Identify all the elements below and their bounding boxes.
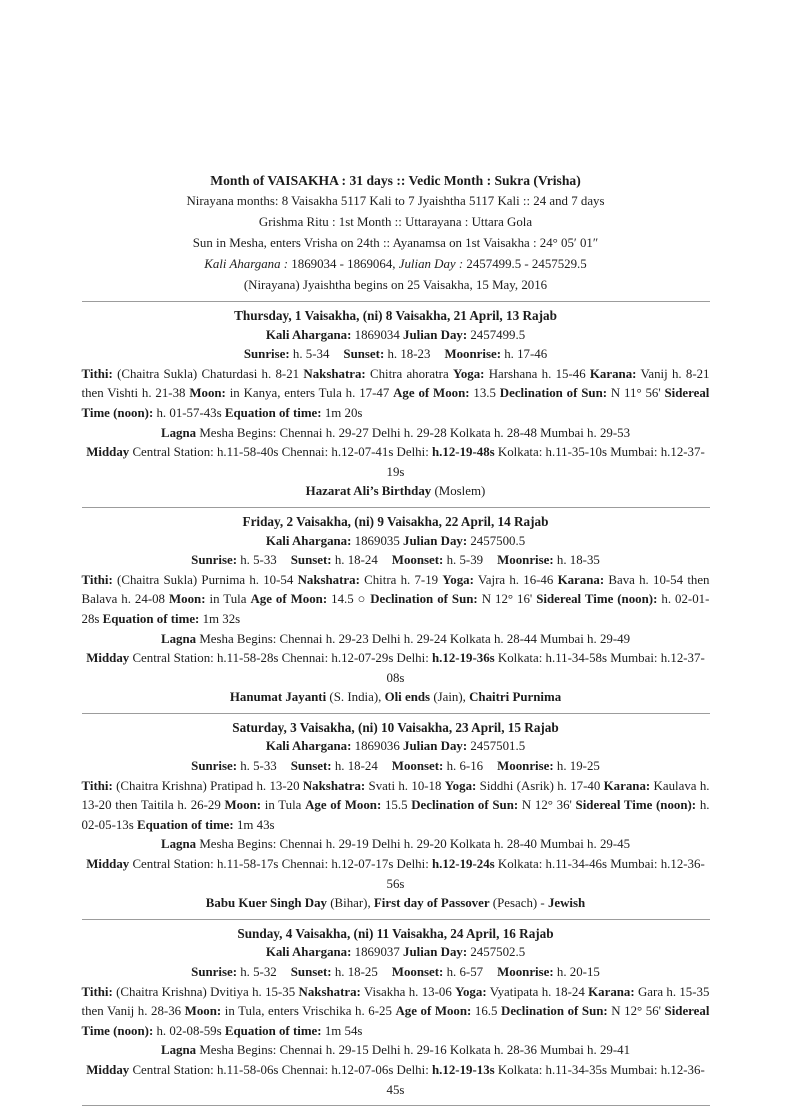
bold-label: Moonrise: (497, 759, 554, 774)
text-segment: Bava h. 10-54 then Balava h. 24-08 (81, 572, 710, 607)
sun-ayanamsa-line: Sun in Mesha, enters Vrisha on 24th :: Ayanamsa on 1st Vaisakha : 24° 05′ 01″ (192, 236, 599, 250)
midday-line (82, 443, 710, 482)
text-segment: Mesha Begins: Chennai h. 29-15 Delhi h. 29-16 Kolkata h. 28-36 Mumbai h. 29-41 (199, 1043, 631, 1058)
text-segment: h. 02-05-13s (81, 798, 710, 832)
text-segment: 1m 32s (202, 611, 241, 626)
day-details-paragraph (82, 777, 710, 836)
sun-moon-pair: Sunset: h. 18-24 (290, 759, 378, 774)
bold-label: Babu Kuer Singh Day (205, 896, 327, 911)
section-divider (82, 1105, 710, 1106)
text-segment: Harshana h. 15-46 (488, 366, 586, 381)
bold-label: Sidereal Time (noon): (536, 592, 658, 607)
bold-label: Moonset: (391, 759, 444, 774)
bold-label: Jewish (547, 896, 586, 911)
text-segment: Chitra h. 7-19 (364, 572, 439, 587)
text-segment: Central Station: h.11-58-06s Chennai: h.12-07-06s Delhi: (132, 1062, 429, 1077)
day-details-paragraph (82, 571, 710, 630)
kali-julian-line (82, 737, 710, 757)
text-segment: 1m 43s (236, 817, 275, 832)
sun-moon-times-line (82, 345, 710, 365)
bold-label: Hazarat Ali’s Birthday (305, 484, 432, 499)
bold-label: Equation of time: (137, 817, 234, 832)
festival-line (82, 688, 710, 708)
text-segment: 1869034 - 1869064, (291, 257, 396, 271)
sun-moon-pair: Moonrise: h. 19-25 (497, 759, 600, 774)
text-segment: in Kanya, enters Tula h. 17-47 (229, 386, 390, 401)
bold-label: Moonrise: (444, 347, 501, 362)
text-segment: in Tula (209, 592, 247, 607)
bold-label: Oli ends (384, 690, 431, 705)
text-segment: Kolkata: h.11-34-58s Mumbai: h.12-37-08s (386, 651, 705, 685)
sun-moon-pair: Sunrise: h. 5-32 (191, 965, 277, 979)
text-segment: Central Station: h.11-58-17s Chennai: h.12-07-17s Delhi: (132, 857, 429, 872)
bold-label: Moonrise: (497, 965, 554, 979)
bold-label: Moon: (189, 386, 226, 401)
bold-label: h.12-19-24s (432, 857, 495, 872)
lagna-line (82, 1041, 710, 1061)
text-segment: 2457500.5 (470, 533, 526, 548)
day-block (82, 512, 710, 714)
day-details-paragraph (82, 365, 710, 424)
next-month-begins-line: (Nirayana) Jyaishtha begins on 25 Vaisakha, 15 May, 2016 (243, 278, 548, 292)
text-segment: in Tula, enters Vrischika h. 6-25 (224, 1004, 392, 1019)
bold-label: Sidereal Time (noon): (575, 798, 697, 813)
section-divider (82, 713, 710, 714)
text-segment: in Tula (264, 798, 302, 813)
bold-label: h.12-19-13s (432, 1062, 495, 1077)
bold-label: Nakshatra: (302, 778, 366, 793)
bold-label: First day of Passover (373, 896, 490, 911)
panchang-page (82, 0, 710, 1106)
ahargana-julian-range-line (82, 254, 710, 275)
sun-moon-pair: Moonrise: h. 17-46 (444, 347, 548, 362)
text-segment: Kolkata: h.11-35-10s Mumbai: h.12-37-19s (386, 445, 705, 479)
text-segment: 1869035 (354, 533, 400, 548)
bold-label: Julian Day: (403, 945, 468, 960)
bold-label: Karana: (588, 984, 635, 999)
bold-label: Lagna (160, 1043, 197, 1058)
text-segment: (Chaitra Krishna) Dvitiya h. 15-35 (116, 984, 296, 999)
bold-label: Yoga: (455, 984, 487, 999)
bold-label: Karana: (603, 778, 651, 793)
text-segment: (Pesach) - (492, 896, 545, 911)
bold-label: Age of Moon: (393, 386, 470, 401)
text-segment: (Bihar), (330, 896, 371, 911)
section-divider (82, 507, 710, 508)
day-title: Sunday, 4 Vaisakha, (ni) 11 Vaisakha, 24 April, 16 Rajab (237, 925, 554, 941)
bold-label: Sunrise: (191, 965, 237, 979)
bold-label: Moonrise: (497, 553, 554, 568)
text-segment: h. 01-57-43s (156, 405, 222, 420)
text-segment: 15.5 (384, 798, 408, 813)
section-divider (82, 919, 710, 920)
bold-label: Sunset: (290, 965, 332, 979)
text-segment: N 12° 36' (521, 798, 572, 813)
bold-label: Declination of Sun: (370, 592, 478, 607)
kali-julian-line (82, 326, 710, 346)
sun-moon-pair: Sunset: h. 18-24 (290, 553, 378, 568)
bold-label: Kali Ahargana: (265, 945, 352, 960)
text-segment: N 11° 56' (610, 386, 661, 401)
bold-label: Tithi: (81, 366, 113, 381)
text-segment: h. 02-08-59s (156, 1023, 222, 1038)
text-segment: Kolkata: h.11-34-35s Mumbai: h.12-36-45s (386, 1062, 705, 1097)
text-segment: 1m 20s (324, 405, 363, 420)
bold-label: Julian Day: (403, 533, 468, 548)
bold-label: Equation of time: (102, 611, 200, 626)
bold-label: Karana: (557, 572, 605, 587)
bold-label: Julian Day: (403, 327, 468, 342)
nirayana-months-line: Nirayana months: 8 Vaisakha 5117 Kali to 7 Jyaishtha 5117 Kali :: 24 and 7 days (186, 194, 605, 208)
text-segment: h. 02-01-28s (81, 592, 710, 626)
bold-label: Hanumat Jayanti (229, 690, 327, 705)
text-segment: Gara h. 15-35 then Vanij h. 28-36 (81, 984, 710, 1019)
text-segment: 13.5 (473, 386, 496, 401)
lagna-line (82, 835, 710, 855)
bold-label: Sunset: (343, 347, 385, 362)
sun-moon-pair: Moonset: h. 5-39 (391, 553, 484, 568)
bold-label: Moon: (224, 798, 262, 813)
text-segment: Mesha Begins: Chennai h. 29-19 Delhi h. 29-20 Kolkata h. 28-40 Mumbai h. 29-45 (199, 837, 631, 852)
bold-label: Nakshatra: (297, 572, 360, 587)
text-segment: 2457499.5 (470, 327, 526, 342)
day-title: Saturday, 3 Vaisakha, (ni) 10 Vaisakha, 23 April, 15 Rajab (232, 719, 559, 735)
bold-label: Age of Moon: (305, 798, 382, 813)
text-segment: Svati h. 10-18 (368, 778, 442, 793)
sun-moon-times-line (82, 963, 710, 983)
day-title: Friday, 2 Vaisakha, (ni) 9 Vaisakha, 22 April, 14 Rajab (242, 513, 549, 529)
bold-label: Sidereal Time (noon): (81, 1004, 710, 1038)
text-segment: 1m 54s (324, 1023, 363, 1038)
midday-line (82, 649, 710, 688)
day-block (82, 718, 710, 920)
ritu-line: Grishma Ritu : 1st Month :: Uttarayana : Uttara Gola (258, 215, 533, 229)
bold-label: Moon: (168, 592, 206, 607)
midday-line (82, 855, 710, 894)
bold-label: Nakshatra: (298, 984, 361, 999)
bold-label: Sunset: (290, 553, 332, 568)
text-segment: Central Station: h.11-58-40s Chennai: h.12-07-41s Delhi: (132, 445, 429, 460)
text-segment: 2457499.5 - 2457529.5 (466, 257, 587, 271)
day-block (82, 306, 710, 508)
bold-label: Nakshatra: (303, 366, 366, 381)
text-segment: Chitra ahoratra (369, 366, 449, 381)
bold-label: Kali Ahargana: (265, 533, 352, 548)
bold-label: Sunset: (290, 759, 332, 774)
bold-label: Declination of Sun: (499, 386, 608, 401)
bold-label: Age of Moon: (395, 1004, 472, 1019)
bold-label: Declination of Sun: (411, 798, 519, 813)
text-segment: Central Station: h.11-58-28s Chennai: h.12-07-29s Delhi: (132, 651, 429, 666)
month-header (82, 170, 710, 296)
text-segment: 16.5 (474, 1004, 498, 1019)
text-segment: Kaulava h. 13-20 then Taitila h. 26-29 (81, 778, 710, 813)
bold-label: Midday (86, 445, 130, 460)
text-segment: (S. India), (329, 690, 382, 705)
lagna-line (82, 424, 710, 444)
kali-julian-line (82, 943, 710, 963)
text-segment: 2457501.5 (470, 739, 526, 754)
bold-label: h.12-19-36s (432, 651, 495, 666)
bold-label: Kali Ahargana: (265, 327, 352, 342)
sun-moon-times-line (82, 757, 710, 777)
text-segment: Siddhi (Asrik) h. 17-40 (479, 778, 601, 793)
bold-label: Equation of time: (224, 1023, 322, 1038)
bold-label: Sidereal Time (noon): (81, 386, 710, 420)
text-segment: (Jain), (433, 690, 466, 705)
sun-moon-pair: Sunrise: h. 5-34 (243, 347, 330, 362)
text-segment: 1869037 (354, 945, 400, 960)
festival-line (82, 894, 710, 914)
festival-line (82, 482, 710, 502)
bold-label: Age of Moon: (250, 592, 328, 607)
bold-label: Lagna (160, 837, 197, 852)
sun-moon-pair: Sunset: h. 18-25 (290, 965, 378, 979)
bold-label: Midday (86, 1062, 130, 1077)
text-segment: (Chaitra Sukla) Purnima h. 10-54 (117, 572, 294, 587)
month-title: Month of VAISAKHA : 31 days :: Vedic Month : Sukra (Vrisha) (210, 173, 581, 188)
text-segment: Vanij h. 8-21 then Vishti h. 21-38 (81, 366, 710, 401)
midday-line (82, 1061, 710, 1100)
italic-label: Julian Day : (398, 257, 464, 271)
bold-label: Yoga: (442, 572, 474, 587)
text-segment: 1869036 (354, 739, 400, 754)
sun-moon-pair: Sunrise: h. 5-33 (191, 553, 277, 568)
sun-moon-pair: Sunset: h. 18-23 (343, 347, 431, 362)
bold-label: Midday (86, 857, 130, 872)
text-segment: N 12° 56' (611, 1004, 661, 1019)
text-segment: N 12° 16' (481, 592, 533, 607)
day-title: Thursday, 1 Vaisakha, (ni) 8 Vaisakha, 21 April, 13 Rajab (234, 308, 557, 323)
text-segment: Vyatipata h. 18-24 (489, 984, 585, 999)
text-segment: 1869034 (354, 327, 400, 342)
bold-label: Julian Day: (403, 739, 468, 754)
bold-label: Sunrise: (191, 553, 237, 568)
bold-label: Kali Ahargana: (265, 739, 352, 754)
bold-label: Tithi: (81, 778, 113, 793)
bold-label: Karana: (589, 366, 637, 381)
text-segment: (Moslem) (434, 484, 486, 499)
bold-label: Lagna (160, 425, 197, 440)
bold-label: h.12-19-48s (432, 445, 495, 460)
bold-label: Midday (86, 651, 130, 666)
text-segment: (Chaitra Sukla) Chaturdasi h. 8-21 (117, 366, 300, 381)
sun-moon-pair: Moonset: h. 6-16 (391, 759, 484, 774)
day-block (82, 924, 710, 1106)
bold-label: Yoga: (444, 778, 477, 793)
sun-moon-pair: Moonrise: h. 18-35 (497, 553, 600, 568)
section-divider (82, 301, 710, 302)
text-segment: Mesha Begins: Chennai h. 29-23 Delhi h. 29-24 Kolkata h. 28-44 Mumbai h. 29-49 (199, 631, 631, 646)
bold-label: Chaitri Purnima (469, 690, 562, 705)
sun-moon-pair: Moonset: h. 6-57 (391, 965, 484, 979)
bold-label: Moonset: (391, 553, 444, 568)
text-segment: Mesha Begins: Chennai h. 29-27 Delhi h. 29-28 Kolkata h. 28-48 Mumbai h. 29-53 (199, 425, 631, 440)
sun-moon-pair: Sunrise: h. 5-33 (191, 759, 277, 774)
day-details-paragraph (82, 983, 710, 1042)
bold-label: Sunrise: (243, 347, 290, 362)
bold-label: Declination of Sun: (501, 1004, 608, 1019)
bold-label: Lagna (160, 631, 197, 646)
text-segment: Vajra h. 16-46 (477, 572, 554, 587)
text-segment: Kolkata: h.11-34-46s Mumbai: h.12-36-56s (386, 857, 705, 891)
day-list (82, 306, 710, 1106)
bold-label: Equation of time: (224, 405, 322, 420)
bold-label: Yoga: (452, 366, 485, 381)
lagna-line (82, 630, 710, 650)
text-segment: 14.5 ○ (331, 592, 367, 607)
text-segment: (Chaitra Krishna) Pratipad h. 13-20 (116, 778, 300, 793)
text-segment: 2457502.5 (470, 945, 526, 960)
italic-label: Kali Ahargana : (204, 257, 289, 271)
bold-label: Moon: (184, 1004, 222, 1019)
sun-moon-times-line (82, 551, 710, 571)
kali-julian-line (82, 532, 710, 552)
bold-label: Tithi: (81, 572, 113, 587)
bold-label: Tithi: (81, 984, 113, 999)
text-segment: Visakha h. 13-06 (363, 984, 452, 999)
bold-label: Moonset: (391, 965, 444, 979)
bold-label: Sunrise: (191, 759, 237, 774)
sun-moon-pair: Moonrise: h. 20-15 (497, 965, 600, 979)
